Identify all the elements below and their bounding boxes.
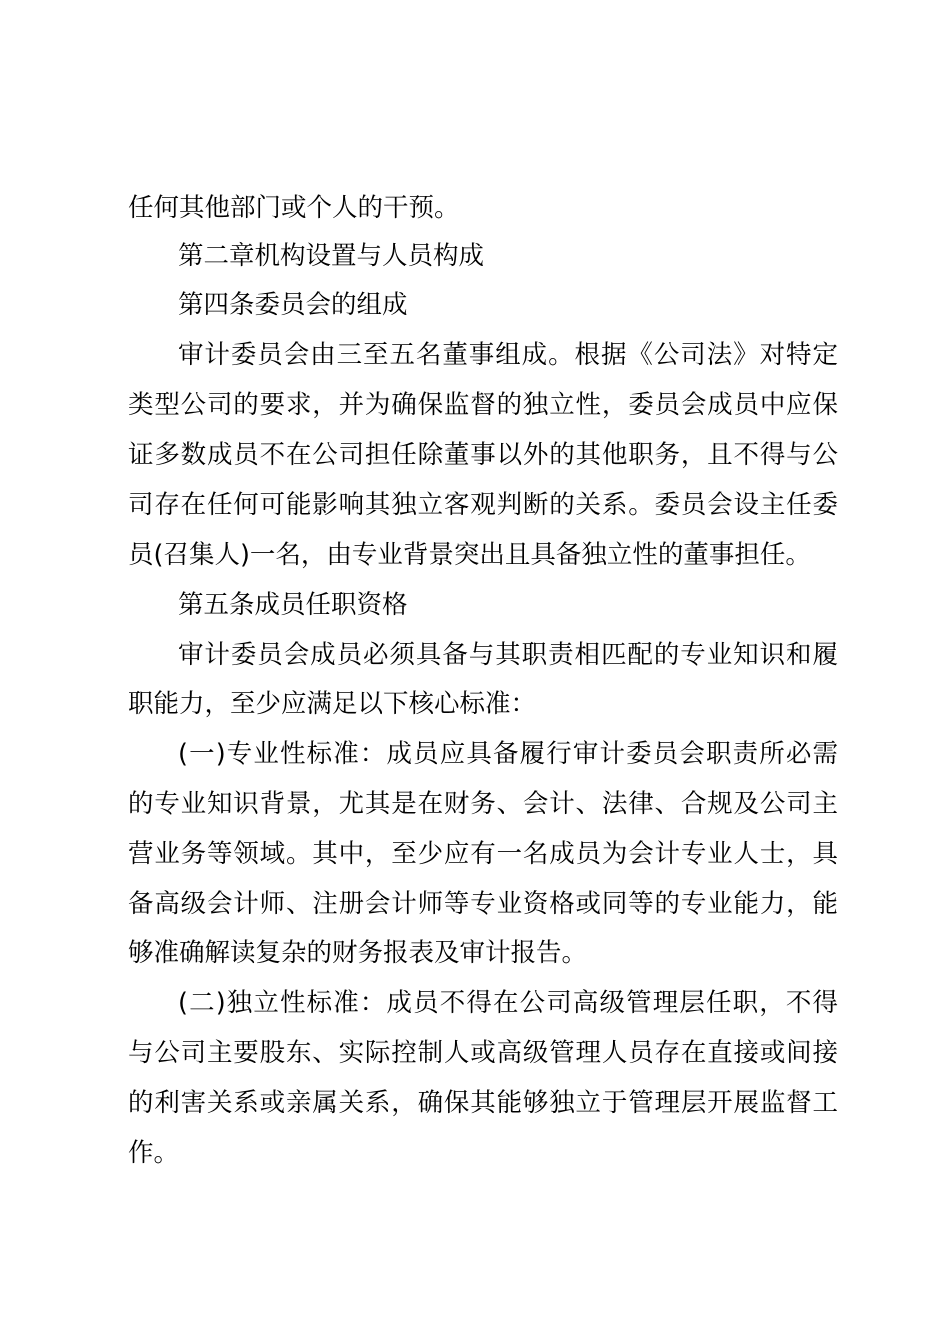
paragraph-line: 审计委员会由三至五名董事组成。根据《公司法》对特定 xyxy=(178,340,838,370)
paragraph-line: 司存在任何可能影响其独立客观判断的关系。委员会设主任委 xyxy=(128,490,838,520)
paragraph-line: 职能力，至少应满足以下核心标准： xyxy=(128,689,537,719)
paragraph-line: 作。 xyxy=(128,1138,180,1168)
article-heading: 第四条委员会的组成 xyxy=(178,290,408,320)
paragraph-line: (一)专业性标准：成员应具备履行审计委员会职责所必需 xyxy=(178,739,838,769)
paragraph-line: 备高级会计师、注册会计师等专业资格或同等的专业能力，能 xyxy=(128,889,838,919)
paragraph-line: 证多数成员不在公司担任除董事以外的其他职务，且不得与公 xyxy=(128,440,838,470)
chapter-heading: 第二章机构设置与人员构成 xyxy=(178,241,485,271)
paragraph-line: 的专业知识背景，尤其是在财务、会计、法律、合规及公司主 xyxy=(128,789,838,819)
paragraph-line: 类型公司的要求，并为确保监督的独立性，委员会成员中应保 xyxy=(128,390,838,420)
paragraph-line: 的利害关系或亲属关系，确保其能够独立于管理层开展监督工 xyxy=(128,1088,838,1118)
paragraph-line: 员(召集人)一名，由专业背景突出且具备独立性的董事担任。 xyxy=(128,540,811,570)
paragraph-line: (二)独立性标准：成员不得在公司高级管理层任职，不得 xyxy=(178,988,838,1018)
article-heading: 第五条成员任职资格 xyxy=(178,590,408,620)
paragraph-line: 与公司主要股东、实际控制人或高级管理人员存在直接或间接 xyxy=(128,1038,838,1068)
paragraph-line: 营业务等领域。其中，至少应有一名成员为会计专业人士，具 xyxy=(128,839,838,869)
paragraph-line: 审计委员会成员必须具备与其职责相匹配的专业知识和履 xyxy=(178,640,838,670)
paragraph-line: 够准确解读复杂的财务报表及审计报告。 xyxy=(128,938,588,968)
paragraph-line: 任何其他部门或个人的干预。 xyxy=(128,193,460,223)
